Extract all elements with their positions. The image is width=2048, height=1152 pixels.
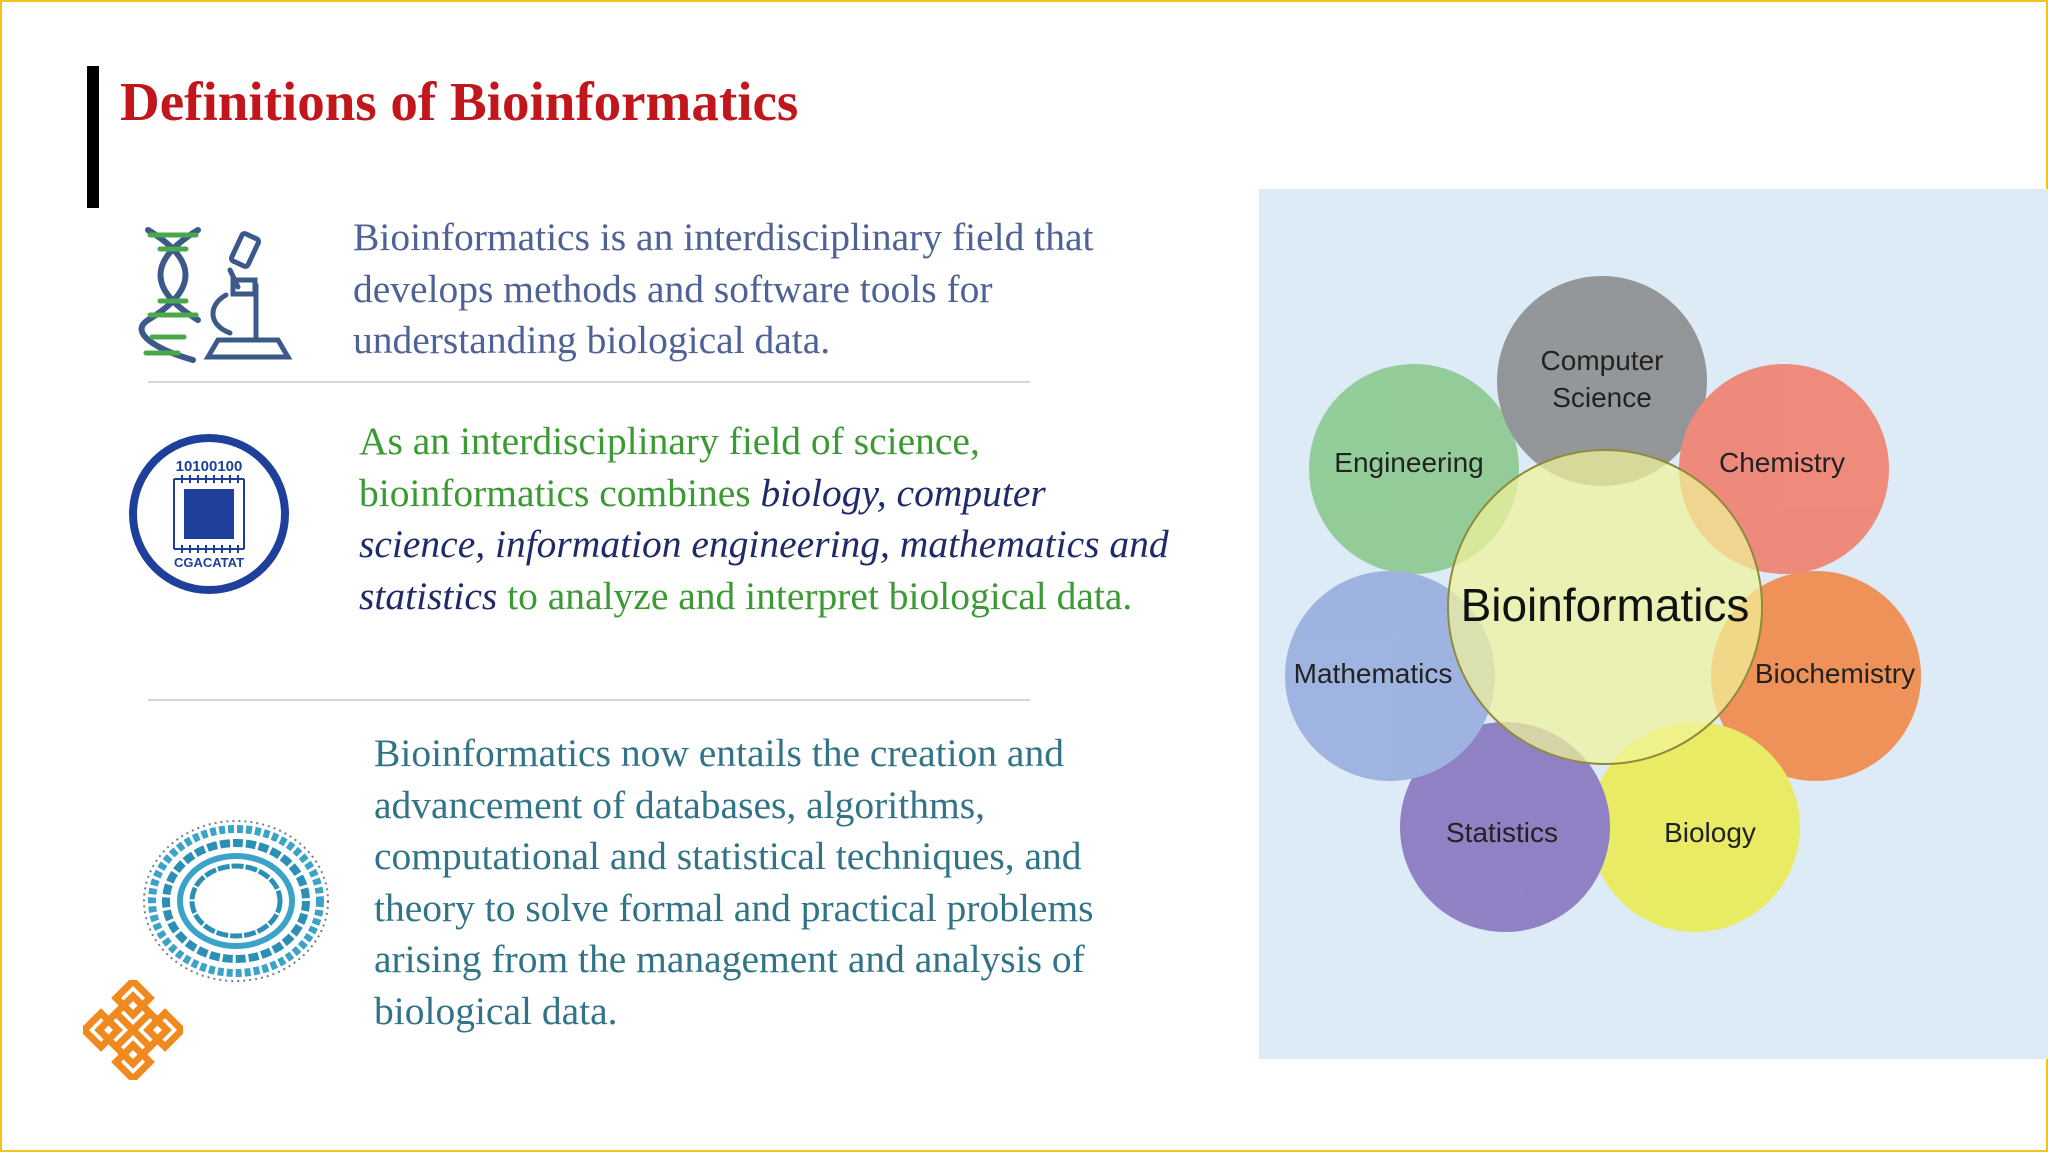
definition-3-line-5: arising from the management and analysis of xyxy=(374,937,1085,981)
separator-2 xyxy=(148,699,1030,701)
chip-top-text: 10100100 xyxy=(175,458,243,475)
title-accent-bar xyxy=(87,66,99,208)
definition-3-line-4: theory to solve formal and practical problems xyxy=(374,885,1094,930)
definition-2-line-1: As an interdisciplinary field of science, xyxy=(359,419,980,463)
label-computer-1: Computer xyxy=(1540,345,1664,376)
definition-2-line-3 xyxy=(359,519,1169,571)
chip-bottom-text: CGACATAT xyxy=(173,555,245,570)
definition-3-line-1: Bioinformatics now entails the creation and xyxy=(374,731,1064,775)
label-statistics: Statistics xyxy=(1445,817,1559,848)
definition-1-line-2: develops methods and software tools for xyxy=(353,266,993,311)
label-biochemistry: Biochemistry xyxy=(1754,658,1916,689)
definition-2-line-2-emphasis: biology, computer xyxy=(760,470,1046,515)
definition-1-line-3: understanding biological data. xyxy=(353,318,831,362)
definition-3-line-2: advancement of databases, algorithms, xyxy=(374,782,985,827)
label-bioinformatics: Bioinformatics xyxy=(1460,579,1750,631)
genome-circle-icon xyxy=(138,815,334,987)
definition-3-line-6: biological data. xyxy=(374,988,618,1033)
definition-3-text xyxy=(374,728,1094,1037)
dna-microscope-icon xyxy=(138,225,298,365)
separator-1 xyxy=(148,381,1030,383)
label-biology: Biology xyxy=(1664,817,1756,848)
slide-title: Definitions of Bioinformatics xyxy=(120,71,799,132)
label-computer-2: Science xyxy=(1552,382,1652,413)
chip-binary-icon xyxy=(126,433,292,595)
label-mathematics: Mathematics xyxy=(1293,658,1453,689)
orange-knot-logo-icon xyxy=(83,980,183,1080)
definition-2-text xyxy=(359,416,1169,622)
definition-3-line-3: computational and statistical techniques, and xyxy=(374,834,1082,878)
definition-2-line-3-emphasis: science, information engineering, mathematics and xyxy=(359,522,1169,566)
definition-2-line-4-emphasis: statistics xyxy=(359,573,498,618)
definition-2-line-4-plain: to analyze and interpret biological data. xyxy=(497,573,1133,618)
definition-1-line-1: Bioinformatics is an interdisciplinary field that xyxy=(353,215,1094,259)
definition-2-line-2-plain: bioinformatics combines xyxy=(359,470,761,515)
definition-2-line-4 xyxy=(359,571,1169,623)
definition-2-line-2 xyxy=(359,468,1169,520)
definition-1-text xyxy=(353,212,1093,367)
label-chemistry: Chemistry xyxy=(1718,447,1846,478)
label-engineering: Engineering xyxy=(1334,447,1484,478)
bioinformatics-venn-diagram xyxy=(1259,189,2048,1059)
